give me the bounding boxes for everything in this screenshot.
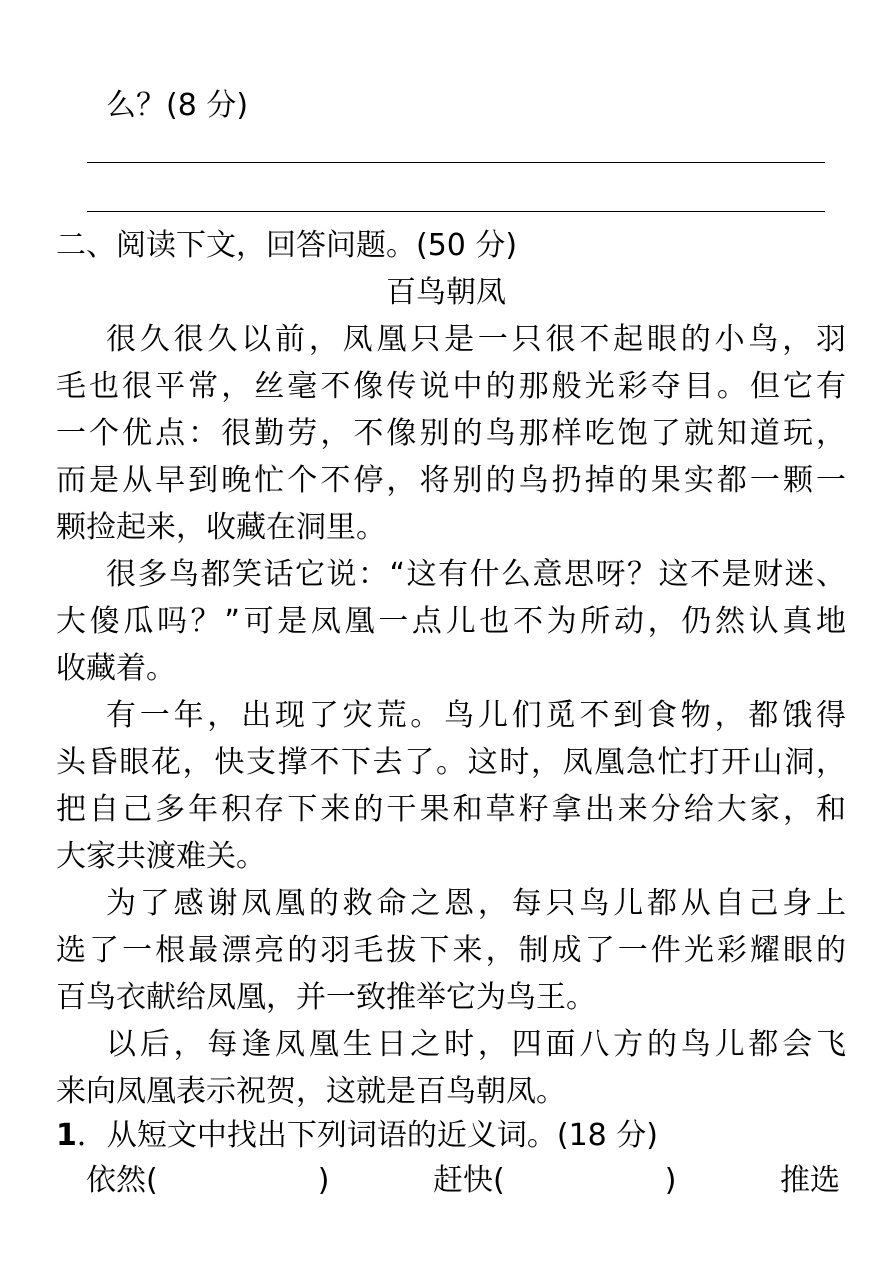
- passage-line: 大傻瓜吗？”可是凤凰一点儿也不为所动，仍然认真地: [56, 604, 846, 639]
- passage-line: 很多鸟都笑话它说：“这有什么意思呀？这不是财迷、: [106, 557, 846, 592]
- close-paren: ): [664, 1163, 677, 1198]
- passage-line: 毛也很平常，丝毫不像传说中的那般光彩夺目。但它有: [56, 369, 846, 404]
- synonym-word: 赶快(: [433, 1163, 505, 1198]
- question-text: ．从短文中找出下列词语的近义词。(18 分): [76, 1118, 658, 1153]
- synonym-item[interactable]: [780, 1161, 840, 1201]
- passage-title: 百鸟朝凤: [386, 275, 506, 310]
- answer-line-1: [87, 162, 825, 163]
- passage-line: 而是从早到晚忙个不停，将别的鸟扔掉的果实都一颗一: [56, 463, 846, 498]
- synonym-item[interactable]: [433, 1161, 676, 1201]
- synonym-item[interactable]: [86, 1161, 329, 1201]
- passage-line: 收藏着。: [56, 651, 176, 686]
- previous-question-tail: 么？(8 分): [106, 88, 249, 123]
- synonym-word: 推选: [780, 1163, 840, 1198]
- passage-line: 为了感谢凤凰的救命之恩，每只鸟儿都从自己身上: [106, 886, 846, 921]
- passage-line: 头昏眼花，快支撑不下去了。这时，凤凰急忙打开山洞，: [56, 745, 846, 780]
- answer-line-2: [87, 211, 825, 212]
- passage-line: 选了一根最漂亮的羽毛拔下来，制成了一件光彩耀眼的: [56, 933, 846, 968]
- passage-line: 以后，每逢凤凰生日之时，四面八方的鸟儿都会飞: [106, 1027, 846, 1062]
- passage-line: 来向凤凰表示祝贺，这就是百鸟朝凤。: [56, 1074, 566, 1109]
- question-1: [56, 1116, 846, 1156]
- passage-line: 百鸟衣献给凤凰，并一致推举它为鸟王。: [56, 980, 596, 1015]
- passage-line: 有一年，出现了灾荒。鸟儿们觅不到食物，都饿得: [106, 698, 846, 733]
- passage-line: 大家共渡难关。: [56, 839, 266, 874]
- section-two-heading: 二、阅读下文，回答问题。(50 分): [56, 228, 518, 263]
- synonym-blanks: [86, 1161, 840, 1201]
- passage-line: 颗捡起来，收藏在洞里。: [56, 510, 386, 545]
- passage-line: 一个优点：很勤劳，不像别的鸟那样吃饱了就知道玩，: [56, 416, 846, 451]
- passage-line: 把自己多年积存下来的干果和草籽拿出来分给大家，和: [56, 792, 846, 827]
- question-number: 1: [56, 1118, 77, 1153]
- passage-line: 很久很久以前，凤凰只是一只很不起眼的小鸟，羽: [106, 322, 846, 357]
- synonym-word: 依然(: [86, 1163, 158, 1198]
- close-paren: ): [317, 1163, 330, 1198]
